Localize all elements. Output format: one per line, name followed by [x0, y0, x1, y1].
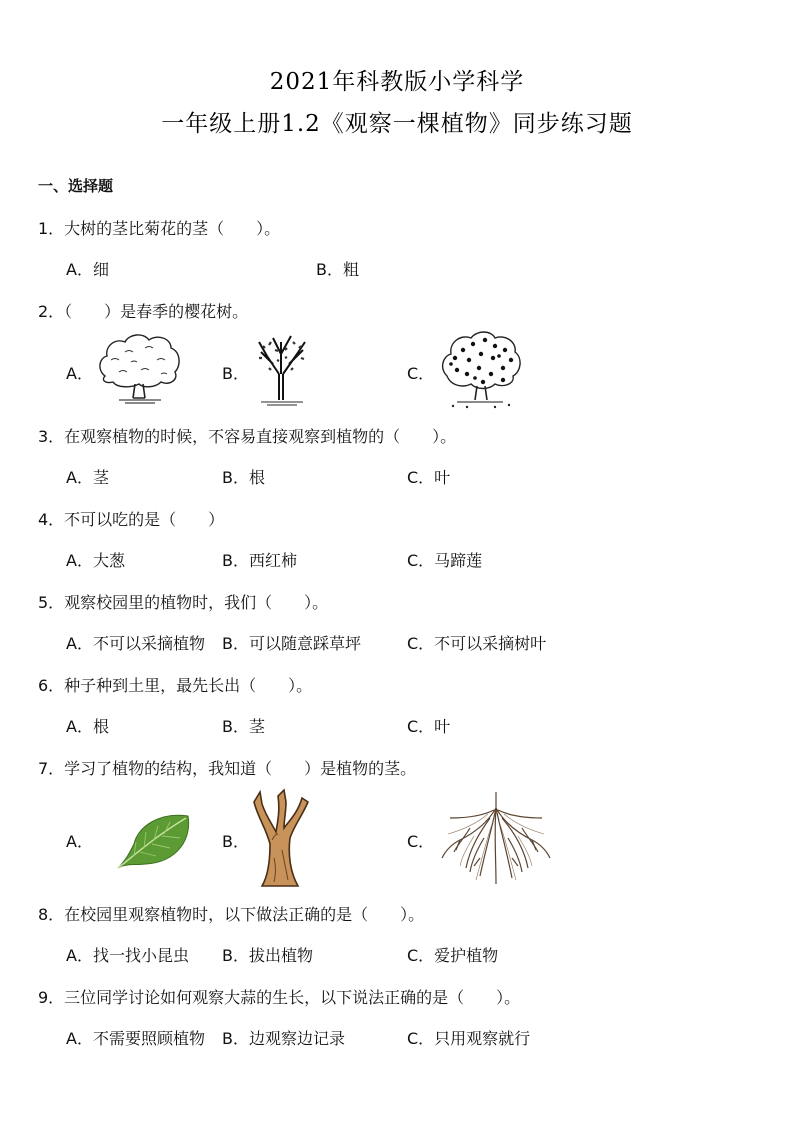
q8-option-a[interactable]: A．找一找小昆虫 — [66, 946, 189, 965]
question-9: 9．三位同学讨论如何观察大蒜的生长，以下说法正确的是（ ）。 — [38, 988, 521, 1007]
bare-tree-image — [253, 330, 309, 408]
question-7: 7．学习了植物的结构，我知道（ ）是植物的茎。 — [38, 759, 417, 778]
q2-option-a[interactable]: A． — [66, 364, 93, 383]
q3-option-b[interactable]: B．根 — [222, 468, 265, 487]
q1-option-b[interactable]: B．粗 — [316, 260, 359, 279]
q4-option-c[interactable]: C．马蹄莲 — [407, 551, 483, 570]
leaf-image — [112, 808, 194, 872]
q1-option-a[interactable]: A．细 — [66, 260, 109, 279]
question-6: 6．种子种到土里，最先长出（ ）。 — [38, 676, 313, 695]
q6-option-b[interactable]: B．茎 — [222, 717, 265, 736]
q2-option-c[interactable]: C． — [407, 364, 435, 383]
question-4: 4．不可以吃的是（ ） — [38, 510, 225, 529]
q5-option-b[interactable]: B．可以随意踩草坪 — [222, 634, 361, 653]
question-3: 3．在观察植物的时候，不容易直接观察到植物的（ ）。 — [38, 427, 457, 446]
q9-option-c[interactable]: C．只用观察就行 — [407, 1029, 531, 1048]
q6-option-a[interactable]: A．根 — [66, 717, 109, 736]
q4-option-a[interactable]: A．大葱 — [66, 551, 125, 570]
q5-option-a[interactable]: A．不可以采摘植物 — [66, 634, 205, 653]
question-5: 5．观察校园里的植物时，我们（ ）。 — [38, 593, 329, 612]
q9-option-a[interactable]: A．不需要照顾植物 — [66, 1029, 205, 1048]
roots-image — [440, 788, 552, 886]
q3-option-c[interactable]: C．叶 — [407, 468, 451, 487]
section-heading: 一、选择题 — [38, 177, 114, 195]
q7-option-c[interactable]: C． — [407, 832, 435, 851]
q8-option-c[interactable]: C．爱护植物 — [407, 946, 499, 965]
q7-option-b[interactable]: B． — [222, 832, 249, 851]
question-8: 8．在校园里观察植物时，以下做法正确的是（ ）。 — [38, 905, 425, 924]
q4-option-b[interactable]: B．西红柿 — [222, 551, 297, 570]
document-title: 2021年科教版小学科学 — [269, 69, 525, 95]
question-1: 1．大树的茎比菊花的茎（ ）。 — [38, 219, 281, 238]
q3-option-a[interactable]: A．茎 — [66, 468, 109, 487]
q8-option-b[interactable]: B．拔出植物 — [222, 946, 313, 965]
q9-option-b[interactable]: B．边观察边记录 — [222, 1029, 345, 1048]
document-subtitle: 一年级上册1.2《观察一棵植物》同步练习题 — [161, 111, 633, 137]
q5-option-c[interactable]: C．不可以采摘树叶 — [407, 634, 547, 653]
question-2: 2．（ ）是春季的樱花树。 — [38, 302, 249, 321]
fruit-tree-image — [437, 328, 523, 410]
q7-option-a[interactable]: A． — [66, 832, 93, 851]
blossom-tree-image — [95, 330, 183, 406]
q6-option-c[interactable]: C．叶 — [407, 717, 451, 736]
q2-option-b[interactable]: B． — [222, 364, 249, 383]
trunk-image — [248, 788, 310, 888]
